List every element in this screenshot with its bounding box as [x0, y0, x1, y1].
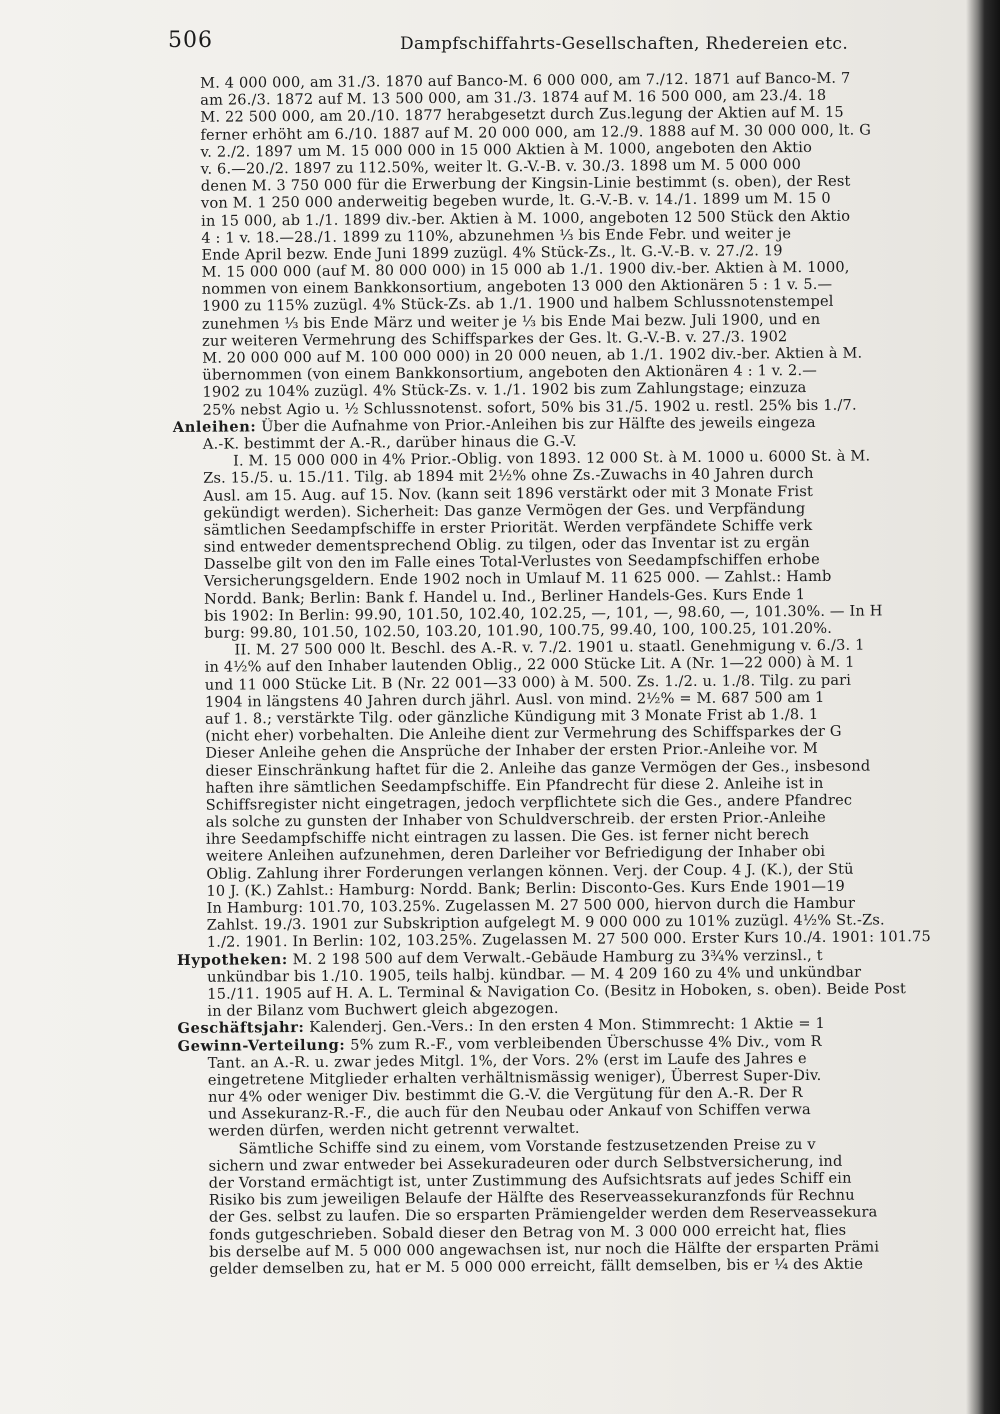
paragraph — [177, 945, 968, 1020]
text-line: M. 15 000 000 (auf M. 80 000 000) in 15 000 ab 1./1. 1900 div.-ber. Aktien à M. 1000, — [201, 258, 850, 281]
text-line: nommen von einem Bankkonsortium, angeboten 13 000 den Aktionären 5 : 1 v. 5.— — [201, 276, 833, 299]
text-line: v. 6.—20./2. 1897 zu 112.50%, weiter lt. G.-V.-B. v. 30./3. 1898 um M. 5 000 000 — [200, 155, 802, 178]
text-line: zur weiteren Vermehrung des Schiffsparkes der Ges. lt. G.-V.-B. v. 27./3. 1902 — [202, 327, 788, 350]
text-line: Oblig. Zahlung ihrer Forderungen verlangen können. Verj. der Coup. 4 J. (K.), der Stü — [206, 860, 854, 883]
text-line: Nordd. Bank; Berlin: Bank f. Handel u. Ind., Berliner Handels-Ges. Kurs Ende 1 — [204, 585, 806, 608]
paragraph — [178, 1031, 969, 1140]
section-heading: Gewinn-Verteilung: — [177, 1036, 346, 1055]
paragraph — [174, 636, 966, 952]
text-line: sichern und zwar entweder bei Assekuradeuren oder durch Selbstversicherung, ind — [208, 1152, 843, 1175]
text-line: und Assekuranz-R.-F., die auch für den Neubau oder Ankauf von Schiffen verwa — [208, 1101, 811, 1123]
text-line: und 11 000 Stücke Lit. B (Nr. 22 001—33 000) à M. 500. Zs. 1./2. u. 1./8. Tilg. zu pari — [204, 671, 852, 694]
text-line: am 26./3. 1872 auf M. 13 500 000, am 31./3. 1874 auf M. 16 500 000, am 23./4. 18 — [200, 87, 827, 109]
text-line: sind entweder dementsprechend Oblig. zu tilgen, oder das Inventar ist zu ergän — [203, 534, 810, 556]
text-line: Gewinn-Verteilung: 5% zum R.-F., vom verbleibenden Überschusse 4% Div., vom R — [177, 1032, 822, 1055]
text-line: M. 4 000 000, am 31./3. 1870 auf Banco-M. 6 000 000, am 7./12. 1871 auf Banco-M. 7 — [199, 69, 851, 92]
page-header — [168, 28, 968, 58]
text-line: eingetretene Mitglieder erhalten verhältnismässig weniger), Überrest Super-Div. — [207, 1066, 822, 1089]
text-line: Versicherungsgeldern. Ende 1902 noch in Umlauf M. 11 625 000. — Zahlst.: Hamb — [203, 568, 832, 591]
text-line: weitere Anleihen aufzunehmen, deren Darleiher vor Befriedigung der Inhaber obi — [206, 843, 826, 866]
text-line: Anleihen: Über die Aufnahme von Prior.-Anleihen bis zur Hälfte des jeweils eingeza — [172, 413, 816, 436]
text-line: der Ges. selbst zu laufen. Die so ersparten Prämiengelder werden dem Reserveassekura — [208, 1203, 878, 1227]
text-line: 1900 zu 115% zuzügl. 4% Stück-Zs. ab 1./1. 1900 und halbem Schlussnotenstempel — [201, 293, 834, 316]
text-line: Risiko bis zum jeweiligen Belaufe der Hälfte des Reserveassekuranzfonds für Rechnu — [208, 1186, 855, 1209]
text-line: M. 22 500 000, am 20./10. 1877 herabgesetzt durch Zus.legung der Aktien auf M. 15 — [200, 104, 844, 127]
text-line: Dasselbe gilt von den im Falle eines Total-Verlustes von Seedampfschiffen erhobe — [203, 551, 820, 573]
text-line: 25% nebst Agio u. ½ Schlussnotenst. sofort, 50% bis 31./5. 1902 u. restl. 25% bis 1./7. — [202, 396, 857, 419]
binding-shadow — [966, 0, 1000, 1414]
text-line: II. M. 27 500 000 lt. Beschl. des A.-R. v. 7./2. 1901 u. staatl. Genehmigung v. 6./3. 1 — [234, 636, 865, 659]
text-line: ihre Seedampfschiffe nicht eintragen zu lassen. Die Ges. ist ferner nicht berech — [205, 826, 810, 848]
running-head: Dampfschiffahrts-Gesellschaften, Rhedereien etc. — [400, 34, 849, 54]
text-line: Geschäftsjahr: Kalenderj. Gen.-Vers.: In den ersten 4 Mon. Stimmrecht: 1 Aktie = 1 — [177, 1015, 825, 1038]
text-line: 1904 in längstens 40 Jahren durch jährl. Ausl. von mind. 2½% = M. 687 500 am 1 — [204, 688, 825, 711]
text-line: übernommen (von einem Bankkonsortium, angeboten den Aktionären 4 : 1 v. 2.— — [202, 362, 818, 384]
text-line: zunehmen ⅓ bis Ende März und weiter je ⅓ bis Ende Mai bezw. Juli 1900, und en — [201, 310, 821, 333]
text-line: werden dürfen, werden nicht getrennt verwaltet. — [208, 1120, 580, 1141]
text-line: auf 1. 8.; verstärkte Tilg. oder gänzliche Kündigung mit 3 Monate Frist ab 1./8. 1 — [204, 705, 819, 728]
text-line: Sämtliche Schiffe sind zu einem, vom Vorstande festzusetzenden Preise zu v — [238, 1135, 816, 1158]
paragraph — [173, 447, 964, 642]
text-line: burg: 99.80, 101.50, 102.50, 103.20, 101.90, 100.75, 99.40, 100, 100.25, 101.20%. — [204, 619, 833, 642]
page-number: 506 — [168, 28, 213, 53]
text-line: 1902 zu 104% zuzügl. 4% Stück-Zs. v. 1./1. 1902 bis zum Zahlungstage; einzuza — [202, 379, 807, 402]
text-line: haften ihre sämtlichen Seedampfschiffe. Ein Pfandrecht für diese 2. Anleihe ist in — [205, 774, 824, 797]
text-line: Dieser Anleihe gehen die Ansprüche der Inhaber der ersten Prior.-Anleihe vor. M — [205, 740, 818, 763]
text-line: ferner erhöht am 6./10. 1887 auf M. 20 000 000, am 12./9. 1888 auf M. 30 000 000, lt. G — [200, 121, 872, 144]
text-line: bis derselbe auf M. 5 000 000 angewachsen ist, nur noch die Hälfte der ersparten Prämi — [209, 1238, 880, 1261]
text-line: 4 : 1 v. 18.—28./1. 1899 zu 110%, abzunehmen ⅓ bis Ende Febr. und weiter je — [201, 224, 792, 247]
text-line: der Vorstand ermächtigt ist, unter Zustimmung des Aufsichtsrats auf jedes Schiff ein — [208, 1169, 852, 1192]
text-line: Hypotheken: M. 2 198 500 auf dem Verwalt.-Gebäude Hamburg zu 3¾% verzinsl., t — [176, 946, 823, 969]
text-line: unkündbar bis 1./10. 1905, teils halbj. kündbar. — M. 4 209 160 zu 4% und unkündbar — [207, 963, 862, 986]
text-line: Ausl. am 15. Aug. auf 15. Nov. (kann seit 1896 verstärkt oder mit 3 Monate Frist — [203, 482, 814, 505]
text-line: Zs. 15./5. u. 15./11. Tilg. ab 1894 mit 2½% ohne Zs.-Zuwachs in 40 Jahren durch — [203, 465, 814, 488]
text-line: in der Bilanz vom Buchwert gleich abgezogen. — [207, 1000, 559, 1020]
section-heading: Geschäftsjahr: — [177, 1019, 305, 1038]
text-line: gelder demselben zu, hat er M. 5 000 000 erreicht, fällt demselben, bis er ¼ des Aktie — [209, 1255, 864, 1278]
text-line: bis 1902: In Berlin: 99.90, 101.50, 102.40, 102.25, —, 101, —, 98.60, —, 101.30%. — In H — [204, 602, 883, 625]
text-line: v. 2./2. 1897 um M. 15 000 000 in 15 000 Aktien à M. 1000, angeboten den Aktio — [200, 138, 813, 161]
text-line: von M. 1 250 000 anderweitig begeben wurde, lt. G.-V.-B. v. 14./1. 1899 um M. 15 0 — [200, 190, 831, 213]
text-line: sämtlichen Seedampfschiffe in erster Priorität. Werden verpfändete Schiffe verk — [203, 516, 813, 539]
text-line: 10 J. (K.) Zahlst.: Hamburg: Nordd. Bank; Berlin: Disconto-Ges. Kurs Ende 1901—19 — [206, 877, 845, 900]
text-line: dieser Einschränkung haftet für die 2. Anleihe das ganze Vermögen der Ges., insbesond — [205, 757, 871, 780]
text-line: gekündigt werden). Sicherheit: Das ganze Vermögen der Ges. und Verpfändung — [203, 499, 806, 522]
text-line: in 15 000, ab 1./1. 1899 div.-ber. Aktien à M. 1000, angeboten 12 500 Stück den Aktio — [201, 207, 851, 230]
paragraph — [178, 1134, 969, 1278]
section-heading: Hypotheken: — [176, 950, 288, 969]
text-line: 1./2. 1901. In Berlin: 102, 103.25%. Zugelassen M. 27 500 000. Erster Kurs 10./4. 1901: 101.75 — [206, 928, 931, 952]
text-line: M. 20 000 000 auf M. 100 000 000) in 20 000 neuen, ab 1./1. 1902 div.-ber. Aktien à M. — [202, 344, 863, 367]
text-line: I. M. 15 000 000 in 4% Prior.-Oblig. von 1893. 12 000 St. à M. 1000 u. 6000 St. à M. — [232, 447, 871, 470]
text-line: Tant. an A.-R. u. zwar jedes Mitgl. 1%, der Vors. 2% (erst im Laufe des Jahres e — [207, 1049, 807, 1072]
text-line: als solche zu gunsten der Inhaber von Schuldverschreib. der ersten Prior.-Anleihe — [205, 808, 826, 831]
text-line: Schiffsregister nicht eingetragen, jedoch verpflichtete sich die Ges., andere Pfandrec — [205, 791, 853, 814]
text-line: 15./11. 1905 auf H. A. L. Terminal & Navigation Co. (Besitz in Hoboken, s. oben). Beide Post — [207, 980, 907, 1003]
text-line: fonds gutgeschrieben. Sobald dieser den Betrag von M. 3 000 000 erreicht hat, flies — [209, 1221, 847, 1244]
text-line: (nicht eher) vorbehalten. Die Anleihe dient zur Vermehrung des Schiffsparkes der G — [205, 722, 842, 745]
text-line: denen M. 3 750 000 für die Erwerbung der Kingsin-Linie bestimmt (s. oben), der Rest — [200, 172, 851, 195]
text-line: In Hamburg: 101.70, 103.25%. Zugelassen M. 27 500 000, hiervon durch die Hambur — [206, 894, 856, 917]
text-line: A.-K. bestimmt der A.-R., darüber hinaus die G.-V. — [202, 432, 577, 453]
body-text — [170, 69, 969, 1278]
text-line: Ende April bezw. Ende Juni 1899 zuzügl. 4% Stück-Zs., lt. G.-V.-B. v. 27./2. 19 — [201, 242, 783, 264]
text-line: in 4½% auf den Inhaber lautenden Oblig., 22 000 Stücke Lit. A (Nr. 1—22 000) à M. 1 — [204, 654, 855, 677]
paragraph — [170, 69, 963, 419]
text-line: Zahlst. 19./3. 1901 zur Subskription aufgelegt M. 9 000 000 zu 101% zuzügl. 4½% St.-Zs. — [206, 911, 885, 934]
text-line: nur 4% oder weniger Div. bestimmt die G.-V. die Vergütung für den A.-R. Der R — [207, 1084, 803, 1106]
section-heading: Anleihen: — [172, 418, 257, 436]
